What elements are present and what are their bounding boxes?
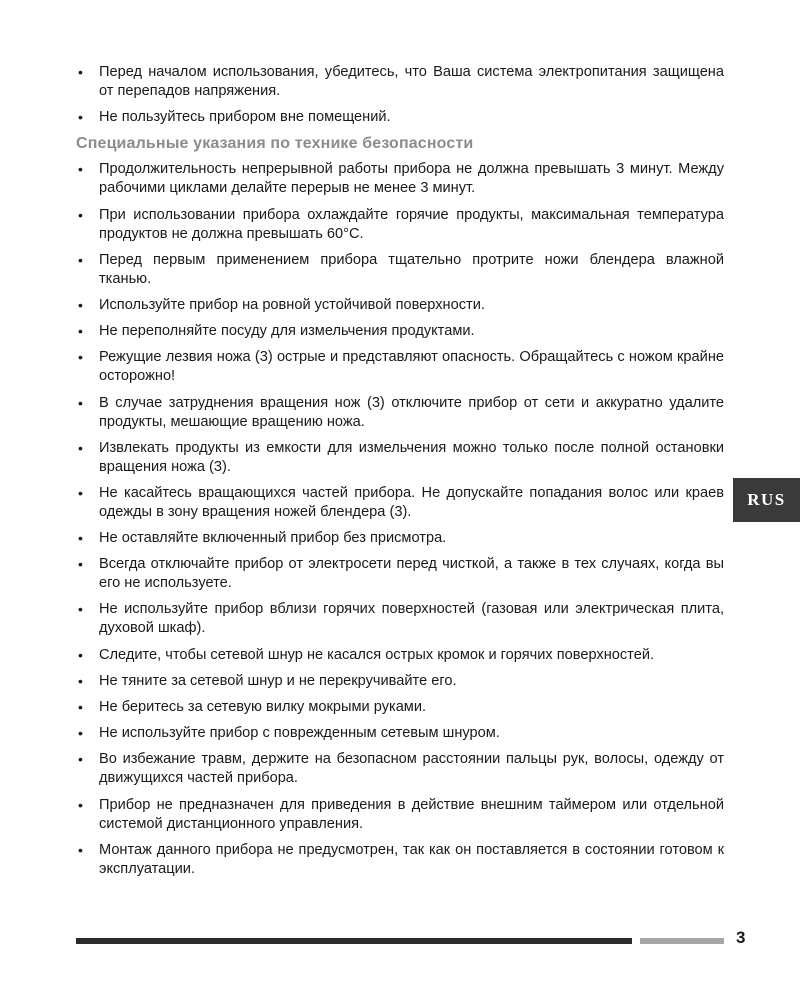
bullet-text: Не касайтесь вращающихся частей прибора. Не допускайте попадания волос или краев одежды в зону вращения ножей блендера (3). [99, 484, 724, 520]
bullet-text: Не используйте прибор вблизи горячих поверхностей (газовая или электрическая плита, духовой шкаф). [99, 601, 724, 637]
page-number: 3 [736, 928, 746, 947]
bullet-text: Не беритесь за сетевую вилку мокрыми руками. [99, 699, 427, 715]
bullet-dot-icon: • [78, 109, 83, 126]
bullet-item [76, 394, 724, 432]
bullet-item [76, 322, 724, 341]
bullet-text: Во избежание травм, держите на безопасном расстоянии пальцы рук, волосы, одежду от движущихся частей прибора. [99, 751, 724, 787]
manual-page-content [76, 63, 724, 886]
bullet-item [76, 529, 724, 548]
bullet-text: Извлекать продукты из емкости для измельчения можно только после полной остановки вращения ножа (3). [99, 439, 724, 475]
bullet-text: В случае затруднения вращения нож (3) отключите прибор от сети и аккуратно удалите продукты, мешающие вращению ножа. [99, 394, 724, 430]
bullet-text: Не переполняйте посуду для измельчения продуктами. [99, 323, 475, 340]
bullet-text: Прибор не предназначен для приведения в действие внешним таймером или отдельной системой дистанционного управления. [99, 796, 724, 832]
bullet-item [76, 251, 724, 289]
bullet-item [76, 484, 724, 522]
bullet-text: Не используйте прибор с поврежденным сетевым шнуром. [99, 725, 500, 742]
bullet-dot-icon: • [78, 251, 83, 268]
bullet-dot-icon: • [78, 796, 83, 813]
footer-bar-dark [76, 938, 632, 944]
bullet-text: Не оставляйте включенный прибор без присмотра. [99, 530, 447, 547]
bullet-text: Монтаж данного прибора не предусмотрен, так как он поставляется в состоянии готовом к эксплуатации. [99, 841, 724, 877]
bullet-item [76, 108, 724, 127]
language-tab: RUS [733, 478, 800, 522]
bullet-dot-icon: • [78, 439, 83, 456]
bullet-dot-icon: • [78, 699, 83, 715]
bullet-item [76, 698, 724, 717]
bullet-item [76, 646, 724, 665]
bullet-dot-icon: • [78, 394, 83, 411]
bullet-dot-icon: • [78, 646, 83, 663]
bullet-dot-icon: • [78, 725, 83, 742]
bullet-item [76, 296, 724, 315]
bullet-text: Следите, чтобы сетевой шнур не касался острых кромок и горячих поверхностей. [99, 646, 655, 663]
bullet-item [76, 206, 724, 244]
bullet-item [76, 555, 724, 593]
bullet-item [76, 841, 724, 879]
bullet-item [76, 600, 724, 638]
bullet-dot-icon: • [78, 530, 83, 547]
bullet-text: При использовании прибора охлаждайте горячие продукты, максимальная температура продуктов не должна превышать 60°С. [99, 206, 724, 242]
bullet-dot-icon: • [78, 161, 83, 178]
bullet-text: Всегда отключайте прибор от электросети перед чисткой, а также в тех случаях, когда вы его не используете. [99, 556, 724, 592]
bullet-text: Перед первым применением прибора тщательно протрите ножи блендера влажной тканью. [99, 251, 724, 287]
bullet-dot-icon: • [78, 64, 83, 80]
bullet-item [76, 160, 724, 198]
intro-list [76, 63, 724, 127]
bullet-item [76, 63, 724, 101]
bullet-item [76, 439, 724, 477]
bullet-dot-icon: • [78, 556, 83, 573]
section-title: Специальные указания по технике безопасности [76, 135, 474, 153]
bullet-item [76, 750, 724, 788]
bullet-dot-icon: • [78, 601, 83, 618]
bullet-dot-icon: • [78, 841, 83, 858]
safety-list [76, 160, 724, 878]
bullet-item [76, 348, 724, 386]
bullet-item [76, 796, 724, 834]
footer-bar-light [640, 938, 724, 944]
bullet-item [76, 672, 724, 691]
bullet-text: Используйте прибор на ровной устойчивой поверхности. [99, 296, 485, 313]
bullet-dot-icon: • [78, 323, 83, 340]
bullet-dot-icon: • [78, 349, 83, 366]
bullet-text: Не тяните за сетевой шнур и не перекручивайте его. [99, 672, 457, 689]
bullet-dot-icon: • [78, 672, 83, 689]
bullet-text: Продолжительность непрерывной работы прибора не должна превышать 3 минут. Между рабочими циклами делайте перерыв не менее 3 минут. [99, 161, 724, 197]
bullet-dot-icon: • [78, 296, 83, 313]
bullet-dot-icon: • [78, 484, 83, 501]
bullet-text: Режущие лезвия ножа (3) острые и представляют опасность. Обращайтесь с ножом крайне осторожно! [99, 349, 724, 385]
bullet-dot-icon: • [78, 206, 83, 223]
bullet-text: Не пользуйтесь прибором вне помещений. [99, 109, 391, 126]
bullet-item [76, 724, 724, 743]
bullet-dot-icon: • [78, 751, 83, 768]
bullet-text: Перед началом использования, убедитесь, что Ваша система электропитания защищена от перепадов напряжения. [99, 64, 724, 99]
